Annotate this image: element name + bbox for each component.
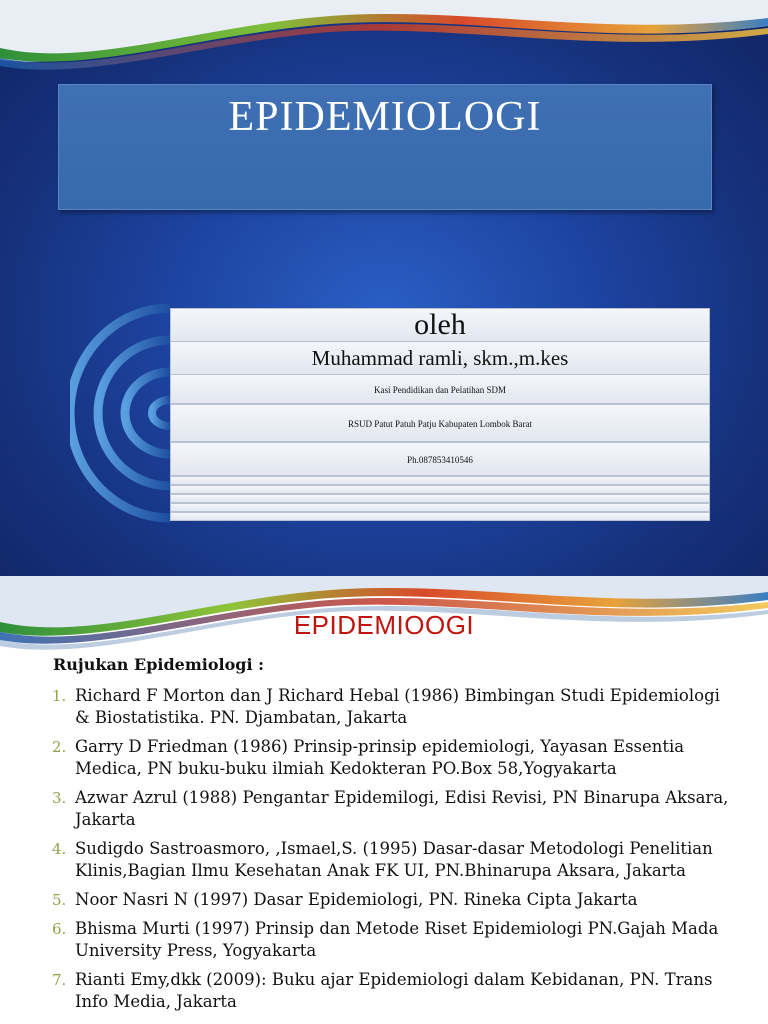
- list-item: [0, 787, 768, 831]
- blank-strip: [170, 476, 710, 485]
- slide-title: EPIDEMIOOGI: [293, 610, 475, 640]
- list-number: 5.: [52, 891, 67, 909]
- blank-strip: [170, 485, 710, 494]
- list-item: [0, 685, 768, 729]
- list-item: [0, 918, 768, 962]
- list-number: 3.: [52, 789, 67, 807]
- reference-text: Garry D Friedman (1986) Prinsip-prinsip epidemiologi, Yayasan Essentia Medica, PN buku-buku ilmiah Kedokteran PO.Box 58,Yogyakarta: [75, 737, 685, 778]
- concentric-arcs-graphic: [70, 300, 180, 530]
- author-position: Kasi Pendidikan dan Pelatihan SDM: [170, 374, 710, 404]
- decorative-wave-top: [0, 0, 768, 90]
- slide-title: EPIDEMIOLOGI: [228, 94, 542, 140]
- list-number: 1.: [52, 687, 67, 705]
- oleh-label: oleh: [170, 308, 710, 342]
- author-phone: Ph.087853410546: [170, 442, 710, 476]
- list-number: 2.: [52, 738, 67, 756]
- title-box: [58, 84, 712, 210]
- blank-strip: [170, 512, 710, 521]
- references-heading: Rujukan Epidemiologi :: [53, 655, 265, 674]
- reference-text: Noor Nasri N (1997) Dasar Epidemiologi, PN. Rineka Cipta Jakarta: [75, 890, 638, 909]
- list-item: [0, 736, 768, 780]
- list-number: 6.: [52, 920, 67, 938]
- reference-text: Sudigdo Sastroasmoro, ,Ismael,S. (1995) Dasar-dasar Metodologi Penelitian Klinis,Bagian Ilmu Kesehatan Anak FK UI, PN.Bhinarupa Aksara, Jakarta: [75, 839, 713, 880]
- list-number: 4.: [52, 840, 67, 858]
- reference-text: Rianti Emy,dkk (2009): Buku ajar Epidemiologi dalam Kebidanan, PN. Trans Info Media, Jakarta: [75, 970, 713, 1011]
- list-item: [0, 889, 768, 911]
- reference-list: [0, 685, 768, 1020]
- reference-text: Richard F Morton dan J Richard Hebal (1986) Bimbingan Studi Epidemiologi & Biostatistika. PN. Djambatan, Jakarta: [75, 686, 720, 727]
- list-number: 7.: [52, 971, 67, 989]
- reference-text: Azwar Azrul (1988) Pengantar Epidemilogi, Edisi Revisi, PN Binarupa Aksara, Jakarta: [75, 788, 729, 829]
- blank-strip: [170, 503, 710, 512]
- reference-text: Bhisma Murti (1997) Prinsip dan Metode Riset Epidemiologi PN.Gajah Mada University Press, Yogyakarta: [75, 919, 719, 960]
- author-institution: RSUD Patut Patuh Patju Kabupaten Lombok Barat: [170, 404, 710, 442]
- blank-strip: [170, 494, 710, 503]
- author-name: Muhammad ramli, skm.,m.kes: [170, 341, 710, 375]
- list-item: [0, 838, 768, 882]
- references-slide: [0, 576, 768, 1024]
- list-item: [0, 969, 768, 1013]
